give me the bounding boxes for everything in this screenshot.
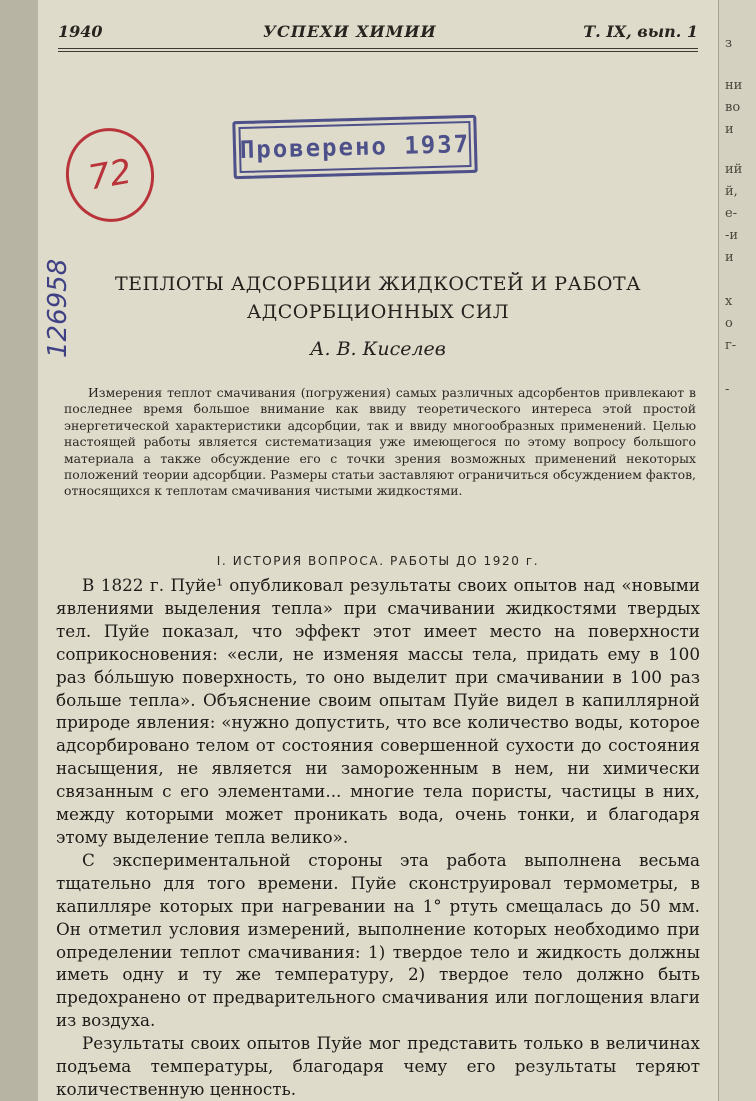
- document-page: [38, 0, 718, 1101]
- circled-number-annotation: [59, 121, 162, 229]
- edge-fragment: х: [725, 294, 733, 309]
- binding-edge: [0, 0, 40, 1101]
- edge-fragment: й,: [725, 184, 738, 199]
- edge-fragment: и: [725, 122, 734, 137]
- body-paragraph-1: В 1822 г. Пуйе¹ опубликовал результаты своих опытов над «новыми явлениями выделения тепла» при смачивании жидкостями твердых тел. Пуйе показал, что эффект этот имеет место на поверхности соприкосновения: «если, не изменяя массы тела, придать ему в 100 раз бо́льшую поверхность, то оно выделит при смачивании в 100 раз больше тепла». Объяснение своим опытам Пуйе видел в капиллярной природе явления: «нужно допустить, что все количество воды, которое адсорбировано телом от состояния совершенной сухости до состояния насыщения, не является ни замороженным в нем, ни химически связанным с его элементами... многие тела пористы, частицы в них, между которыми может проникать вода, очень тонки, и благодаря этому выделение тепла велико».: [56, 575, 700, 847]
- edge-fragment: и: [725, 250, 734, 265]
- circled-number: 72: [85, 151, 135, 199]
- article-title: [78, 270, 678, 326]
- neighbor-page-edge: [718, 0, 756, 1101]
- edge-fragment: ни: [725, 78, 743, 93]
- running-header: [58, 22, 698, 48]
- edge-fragment: ий: [725, 162, 743, 177]
- header-rule: [58, 48, 698, 52]
- edge-fragment: е-: [725, 206, 738, 221]
- edge-fragment: о: [725, 316, 733, 331]
- body-paragraph-2: С экспериментальной стороны эта работа выполнена весьма тщательно для того времени. Пуйе сконструировал термометры, в капилляре которых при нагревании на 1° ртуть смещалась до 50 мм. Он отметил условия измерений, выполнение которых необходимо при определении теплот смачивания: 1) твердое тело и жидкость должны иметь одну и ту же температуру, 2) твердое тело должно быть предохранено от предварительного смачивания или поглощения влаги из воздуха.: [56, 849, 700, 1031]
- title-line-1: ТЕПЛОТЫ АДСОРБЦИИ ЖИДКОСТЕЙ И РАБОТА: [114, 273, 642, 295]
- title-line-2: АДСОРБЦИОННЫХ СИЛ: [246, 301, 510, 323]
- article-author: А. В. Киселев: [310, 338, 446, 360]
- library-stamp: Проверено 1937: [232, 115, 477, 179]
- body-paragraph-3: Результаты своих опытов Пуйе мог представить только в величинах подъема температуры, благодаря чему его результаты теряют количественную ценность.: [56, 1033, 700, 1099]
- edge-fragment: з: [725, 36, 733, 51]
- header-year: 1940: [58, 22, 103, 41]
- section-heading: I. ИСТОРИЯ ВОПРОСА. РАБОТЫ ДО 1920 г.: [216, 554, 540, 568]
- header-journal: УСПЕХИ ХИМИИ: [263, 22, 437, 41]
- header-volume: Т. IX, вып. 1: [583, 22, 698, 41]
- margin-code-text: 126958: [43, 258, 73, 358]
- edge-fragment: -и: [725, 228, 739, 243]
- edge-fragment: во: [725, 100, 741, 115]
- edge-fragment: -: [725, 382, 730, 397]
- edge-fragment: г-: [725, 338, 737, 353]
- abstract: Измерения теплот смачивания (погружения) самых различных адсорбентов привлекают в последнее время большое внимание как ввиду теоретического интереса этой простой энергетической характеристики адсорбции, так и ввиду многообразных применений. Целью настоящей работы является систематизация уже имеющегося по этому вопросу большого материала а также обсуждение его с точки зрения возможных применений некоторых положений теории адсорбции. Размеры статьи заставляют ограничиться обсуждением фактов, относящихся к теплотам смачивания чистыми жидкостями.: [64, 385, 696, 499]
- article-body: [56, 574, 700, 1101]
